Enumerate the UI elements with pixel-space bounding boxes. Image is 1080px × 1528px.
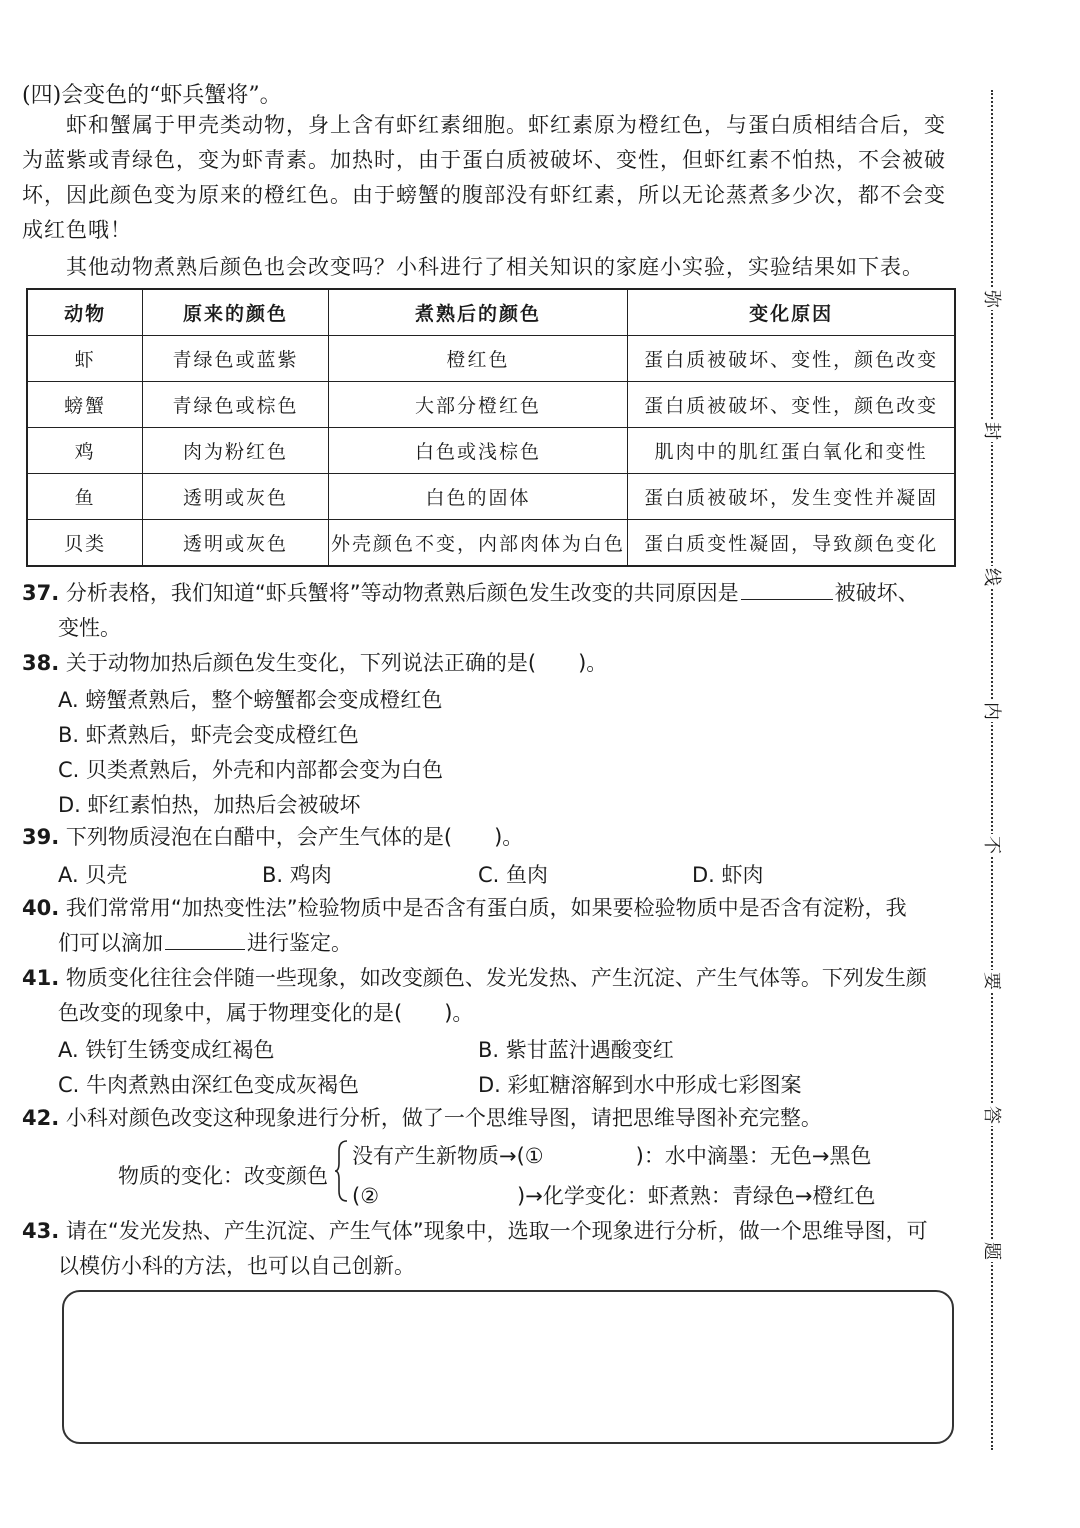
question-stem: 关于动物加热后颜色发生变化，下列说法正确的是( )。: [65, 651, 608, 675]
question-number: 39.: [22, 825, 60, 849]
mind-map-text: (②: [352, 1184, 380, 1208]
question-number: 42.: [22, 1106, 60, 1130]
question-43: [22, 1214, 962, 1284]
table-cell: 外壳颜色不变，内部肉体为白色: [328, 520, 627, 567]
seal-char: 要: [980, 970, 1006, 992]
mind-map-text: )：水中滴墨：无色→黑色: [635, 1144, 872, 1168]
intro-paragraph: 虾和蟹属于甲壳类动物，身上含有虾红素细胞。虾红素原为橙红色，与蛋白质相结合后，变为蓝紫或青绿色，变为虾青素。加热时，由于蛋白质被破坏、变性，但虾红素不怕热，不会被破坏，因此颜色变为原来的橙红色。由于螃蟹的腹部没有虾红素，所以无论蒸煮多少次，都不会变成红色哦！: [22, 113, 946, 242]
mind-map-root: 物质的变化：改变颜色: [118, 1164, 328, 1188]
mind-map-text: 没有产生新物质→(①: [352, 1144, 544, 1168]
question-41: [22, 961, 962, 1031]
table-cell: 鸡: [27, 428, 143, 474]
question-37: [22, 576, 962, 646]
seal-char: 不: [980, 834, 1006, 856]
question-40: [22, 891, 962, 961]
option-b[interactable]: B. 虾煮熟后，虾壳会变成橙红色: [58, 723, 359, 747]
table-header: 煮熟后的颜色: [328, 289, 627, 336]
mind-map-text: )→化学变化：虾煮熟：青绿色→橙红色: [517, 1184, 876, 1208]
table-cell: 透明或灰色: [143, 474, 329, 520]
experiment-paragraph: 其他动物煮熟后颜色也会改变吗？小科进行了相关知识的家庭小实验，实验结果如下表。: [66, 255, 924, 279]
table-cell: 橙红色: [328, 336, 627, 382]
seal-char: 题: [980, 1240, 1006, 1262]
option-a[interactable]: A. 贝壳: [58, 863, 128, 887]
question-38: [22, 646, 962, 681]
table-header: 原来的颜色: [143, 289, 329, 336]
option-d[interactable]: D. 彩虹糖溶解到水中形成七彩图案: [478, 1073, 802, 1097]
color-change-table: [26, 288, 956, 567]
question-number: 37.: [22, 581, 60, 605]
question-42: [22, 1101, 962, 1136]
seal-char: 线: [980, 566, 1006, 588]
seal-char: 答: [980, 1104, 1006, 1126]
question-number: 41.: [22, 966, 60, 990]
table-cell: 螃蟹: [27, 382, 143, 428]
mind-map-branch-2: [352, 1180, 875, 1210]
table-row: [27, 520, 955, 567]
question-text: 进行鉴定。: [247, 931, 352, 955]
table-header-row: [27, 289, 955, 336]
question-text: 们可以滴加: [58, 931, 163, 955]
option-b[interactable]: B. 紫甘蓝汁遇酸变红: [478, 1038, 674, 1062]
question-stem: 小科对颜色改变这种现象进行分析，做了一个思维导图，请把思维导图补充完整。: [65, 1106, 822, 1130]
seal-char: 封: [980, 420, 1006, 442]
table-cell: 透明或灰色: [143, 520, 329, 567]
table-cell: 鱼: [27, 474, 143, 520]
answer-blank[interactable]: [165, 927, 245, 950]
table-cell: 蛋白质被破坏、变性，颜色改变: [628, 336, 955, 382]
question-number: 43.: [22, 1219, 60, 1243]
table-row: [27, 428, 955, 474]
question-number: 40.: [22, 896, 60, 920]
question-text: 以模仿小科的方法，也可以自己创新。: [58, 1254, 415, 1278]
question-text: 我们常常用“加热变性法”检验物质中是否含有蛋白质，如果要检验物质中是否含有淀粉，我: [65, 896, 907, 920]
table-cell: 虾: [27, 336, 143, 382]
question-stem: 下列物质浸泡在白醋中，会产生气体的是( )。: [65, 825, 524, 849]
answer-box[interactable]: [62, 1290, 954, 1444]
question-text: 被破坏、: [834, 581, 919, 605]
table-header: 动物: [27, 289, 143, 336]
option-a[interactable]: A. 螃蟹煮熟后，整个螃蟹都会变成橙红色: [58, 688, 443, 712]
question-text: 请在“发光发热、产生沉淀、产生气体”现象中，选取一个现象进行分析，做一个思维导图，可: [65, 1219, 928, 1243]
question-text: 色改变的现象中，属于物理变化的是( )。: [58, 1001, 474, 1025]
seal-char: 内: [980, 700, 1006, 722]
table-cell: 白色的固体: [328, 474, 627, 520]
option-c[interactable]: C. 牛肉煮熟由深红色变成灰褐色: [58, 1073, 360, 1097]
table-cell: 白色或浅棕色: [328, 428, 627, 474]
table-cell: 贝类: [27, 520, 143, 567]
option-c[interactable]: C. 鱼肉: [478, 863, 549, 887]
table-row: [27, 474, 955, 520]
question-number: 38.: [22, 651, 60, 675]
question-text: 分析表格，我们知道“虾兵蟹将”等动物煮熟后颜色发生改变的共同原因是: [65, 581, 739, 605]
table-cell: 蛋白质变性凝固，导致颜色变化: [628, 520, 955, 567]
mind-map-branch-1: [352, 1140, 871, 1170]
option-d[interactable]: D. 虾红素怕热，加热后会被破坏: [58, 793, 361, 817]
table-cell: 蛋白质被破坏，发生变性并凝固: [628, 474, 955, 520]
option-c[interactable]: C. 贝类煮熟后，外壳和内部都会变为白色: [58, 758, 444, 782]
table-header: 变化原因: [628, 289, 955, 336]
question-39: [22, 820, 962, 855]
table-row: [27, 382, 955, 428]
answer-blank[interactable]: [741, 577, 833, 600]
table-cell: 青绿色或蓝紫: [143, 336, 329, 382]
option-b[interactable]: B. 鸡肉: [262, 863, 332, 887]
option-d[interactable]: D. 虾肉: [692, 863, 764, 887]
sealing-line: [982, 90, 1002, 1450]
table-cell: 肉为粉红色: [143, 428, 329, 474]
table-cell: 肌肉中的肌红蛋白氧化和变性: [628, 428, 955, 474]
question-text: 物质变化往往会伴随一些现象，如改变颜色、发光发热、产生沉淀、产生气体等。下列发生颜: [65, 966, 927, 990]
table-cell: 大部分橙红色: [328, 382, 627, 428]
table-cell: 青绿色或棕色: [143, 382, 329, 428]
table-row: [27, 336, 955, 382]
section-title: (四)会变色的“虾兵蟹将”。: [22, 83, 282, 108]
table-cell: 蛋白质被破坏、变性，颜色改变: [628, 382, 955, 428]
seal-char: 弥: [980, 288, 1006, 310]
mind-map-brace: [334, 1139, 348, 1203]
option-a[interactable]: A. 铁钉生锈变成红褐色: [58, 1038, 275, 1062]
question-text: 变性。: [58, 616, 121, 640]
